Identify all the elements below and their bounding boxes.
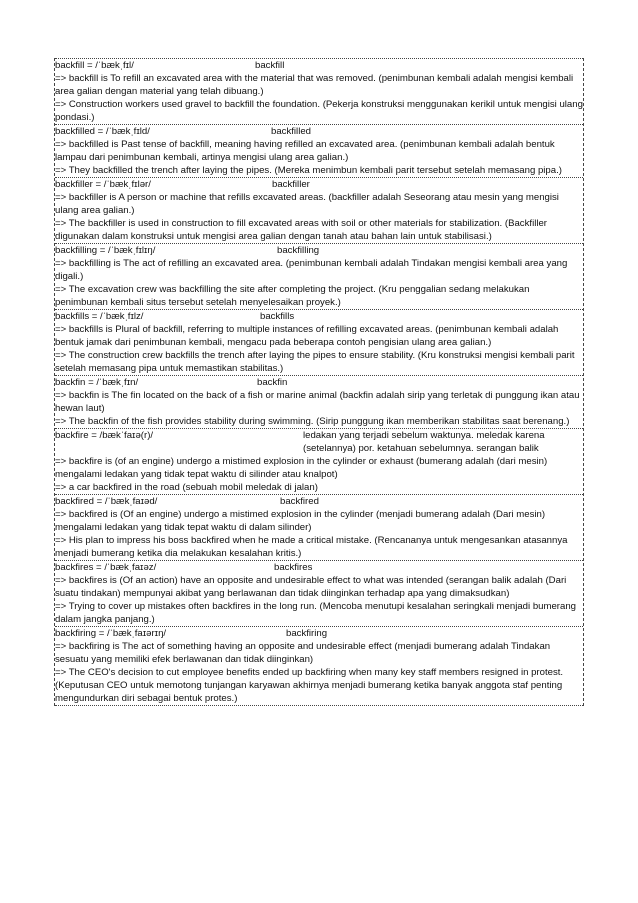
entry-header: [55, 310, 583, 323]
entry-header: [55, 178, 583, 191]
entry-header: [55, 125, 583, 138]
glossary-entry: [55, 494, 583, 560]
entry-gloss: backfiller: [272, 179, 310, 190]
entry-definition: => backfiring is The act of something having an opposite and undesirable effect (menjadi bumerang adalah Tindakan sesuatu yang memiliki efek berlawanan dan tidak diinginkan): [55, 641, 551, 665]
entry-term: backfills = /ˈbækˌfɪlz/: [55, 311, 144, 322]
entry-term: backfilled = /ˈbækˌfɪld/: [55, 126, 150, 137]
entry-header: [55, 495, 583, 508]
glossary-entry: [55, 177, 583, 243]
entry-example: => The CEO's decision to cut employee benefits ended up backfiring when many key staff members resigned in protest. (Keputusan CEO untuk memotong tunjangan karyawan akhirnya menjadi bumerang ketika banyak anggota staf penting mengundurkan diri sebagai bentuk protes.): [55, 667, 564, 704]
entry-header: [55, 244, 583, 257]
entry-gloss: backfill: [255, 60, 285, 71]
entry-definition: => backfilling is The act of refilling an excavated area. (penimbunan kembali adalah Tindakan mengisi kembali area yang digali.): [55, 258, 568, 282]
entry-header: [55, 561, 583, 574]
entry-header: [55, 627, 583, 640]
entry-definition: => backfin is The fin located on the back of a fish or marine animal (backfin adalah sirip yang terletak di punggung ikan atau hewan laut): [55, 390, 580, 414]
entry-definition: => backfilled is Past tense of backfill, meaning having refilled an excavated area. (penimbunan kembali adalah bentuk lampau dari penimbunan kembali, artinya mengisi ulang area galian.): [55, 139, 555, 163]
entry-definition: => backfiller is A person or machine that refills excavated areas. (backfiller adalah Seseorang atau mesin yang mengisi ulang area galian.): [55, 192, 559, 216]
glossary-entry: [55, 124, 583, 177]
entry-gloss: backfires: [274, 562, 313, 573]
entry-gloss: backfired: [280, 496, 319, 507]
entry-gloss: backfiring: [286, 628, 328, 639]
glossary-entry: [55, 428, 583, 494]
entry-definition: => backfired is (Of an engine) undergo a mistimed explosion in the cylinder (menjadi bumerang adalah (Dari mesin) mengalami ledakan yang tidak tepat waktu di dalam silinder): [55, 509, 546, 533]
entry-gloss: backfilled: [271, 126, 311, 137]
entry-definition: => backfills is Plural of backfill, referring to multiple instances of refilling excavated areas. (penimbunan kembali adalah bentuk jamak dari penimbunan kembali, mengacu pada beberapa contoh pengisian ulang area galian.): [55, 324, 559, 348]
entry-header: [55, 59, 583, 72]
entry-example: => They backfilled the trench after laying the pipes. (Mereka menimbun kembali parit tersebut setelah memasang pipa.): [55, 165, 562, 176]
glossary-entry: [55, 626, 583, 706]
entry-gloss: backfills: [260, 311, 295, 322]
entry-term: backfill = /ˈbækˌfɪl/: [55, 60, 134, 71]
entry-gloss: backfilling: [277, 245, 320, 256]
entry-example: => The backfiller is used in construction to fill excavated areas with soil or other materials for stabilization. (Backfiller digunakan dalam konstruksi untuk mengisi area galian dengan tanah atau bahan lain untuk stabilisasi.): [55, 218, 547, 242]
entry-definition: => backfires is (Of an action) have an opposite and undesirable effect to what was intended (serangan balik adalah (Dari suatu tindakan) mempunyai akibat yang berlawanan dan tidak diinginkan terhadap apa yang dimaksudkan): [55, 575, 567, 599]
entry-header: [55, 429, 583, 455]
entry-term: backfilling = /ˈbækˌfɪlɪŋ/: [55, 245, 156, 256]
entry-example: => His plan to impress his boss backfired when he made a critical mistake. (Rencananya untuk mengesankan atasannya menjadi bumerang ketika dia melakukan kesalahan kritis.): [55, 535, 568, 559]
entry-example: => The construction crew backfills the trench after laying the pipes to ensure stability. (Kru konstruksi mengisi kembali parit setelah memasang pipa untuk memastikan stabilitas.): [55, 350, 575, 374]
entry-example: => a car backfired in the road (sebuah mobil meledak di jalan): [55, 482, 318, 493]
entry-gloss: backfin: [257, 377, 288, 388]
entry-term: backfires = /ˈbækˌfaɪəz/: [55, 562, 157, 573]
glossary-entry: [55, 58, 583, 124]
entry-example: => The backfin of the fish provides stability during swimming. (Sirip punggung ikan memberikan stabilitas saat berenang.): [55, 416, 570, 427]
glossary-entry: [55, 375, 583, 428]
entry-term: backfired = /ˈbækˌfaɪəd/: [55, 496, 158, 507]
entry-term: backfin = /ˈbækˌfɪn/: [55, 377, 139, 388]
glossary-entry: [55, 309, 583, 375]
entry-definition: => backfill is To refill an excavated area with the material that was removed. (penimbunan kembali adalah mengisi kembali area galian dengan material yang telah dibuang.): [55, 73, 574, 97]
glossary-entry: [55, 560, 583, 626]
entry-term: backfiring = /ˈbækˌfaɪərɪŋ/: [55, 628, 167, 639]
entry-header: [55, 376, 583, 389]
entry-example: => The excavation crew was backfilling the site after completing the project. (Kru penggalian sedang melakukan penimbunan kembali situs tersebut setelah menyelesaikan proyek.): [55, 284, 530, 308]
entry-term: backfiller = /ˈbækˌfɪlər/: [55, 179, 151, 190]
entry-definition: => backfire is (of an engine) undergo a mistimed explosion in the cylinder or exhaust (bumerang adalah (dari mesin) mengalami ledakan yang tidak tepat waktu di silinder atau knalpot): [55, 456, 548, 480]
glossary-document: [54, 58, 584, 706]
entry-example: => Trying to cover up mistakes often backfires in the long run. (Mencoba menutupi kesalahan seringkali menjadi bumerang dalam jangka panjang.): [55, 601, 577, 625]
entry-example: => Construction workers used gravel to backfill the foundation. (Pekerja konstruksi menggunakan kerikil untuk mengisi ulang pondasi.): [55, 99, 583, 123]
entry-gloss: ledakan yang terjadi sebelum waktunya. meledak karena (setelannya) por. ketahuan sebelumnya. serangan balik: [303, 430, 545, 454]
entry-term: backfire = /bækˈfaɪə(r)/: [55, 430, 154, 441]
glossary-entry: [55, 243, 583, 309]
